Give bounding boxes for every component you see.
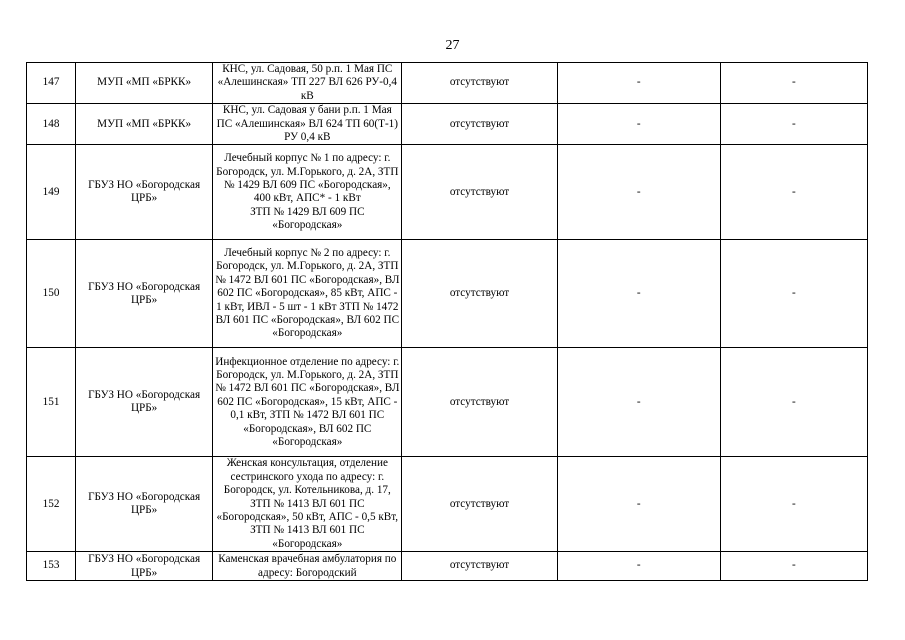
organization-cell: ГБУЗ НО «Богородская ЦРБ» — [76, 348, 213, 457]
table-row — [27, 104, 868, 145]
page-number: 27 — [445, 38, 460, 53]
column-6-cell: - — [720, 104, 867, 145]
table-row — [27, 457, 868, 552]
column-5-cell: - — [557, 552, 720, 581]
status-cell: отсутствуют — [402, 63, 557, 104]
row-number-cell: 147 — [27, 63, 76, 104]
column-6-cell: - — [720, 457, 867, 552]
status-cell: отсутствуют — [402, 145, 557, 240]
status-cell: отсутствуют — [402, 240, 557, 348]
column-5-cell: - — [557, 63, 720, 104]
object-description-cell — [213, 145, 402, 240]
object-description-cell: Инфекционное отделение по адресу: г. Богородск, ул. М.Горького, д. 2А, ЗТП № 1472 ВЛ 601 ПС «Богородская», ВЛ 602 ПС «Богородская», 15 кВт, АПС - 0,1 кВт, ЗТП № 1472 ВЛ 601 ПС «Богородская», ВЛ 602 ПС «Богородская» — [213, 348, 402, 457]
column-5-cell: - — [557, 104, 720, 145]
object-description-cell: КНС, ул. Садовая у бани р.п. 1 Мая ПС «Алешинская» ВЛ 624 ТП 60(Т-1) РУ 0,4 кВ — [213, 104, 402, 145]
status-cell: отсутствуют — [402, 348, 557, 457]
status-cell: отсутствуют — [402, 552, 557, 581]
column-6-cell: - — [720, 348, 867, 457]
column-5-cell: - — [557, 348, 720, 457]
table-row — [27, 240, 868, 348]
column-6-cell: - — [720, 552, 867, 581]
column-6-cell: - — [720, 145, 867, 240]
object-description-cell: Лечебный корпус № 2 по адресу: г. Богородск, ул. М.Горького, д. 2А, ЗТП № 1472 ВЛ 601 ПС «Богородская», ВЛ 602 ПС «Богородская», 85 кВт, АПС - 1 кВт, ИВЛ - 5 шт - 1 кВт ЗТП № 1472 ВЛ 601 ПС «Богородская», ВЛ 602 ПС «Богородская» — [213, 240, 402, 348]
object-description-cell: Каменская врачебная амбулатория по адресу: Богородский — [213, 552, 402, 581]
column-5-cell: - — [557, 457, 720, 552]
organization-cell: ГБУЗ НО «Богородская ЦРБ» — [76, 240, 213, 348]
row-number-cell: 150 — [27, 240, 76, 348]
consumer-table — [26, 62, 868, 581]
column-5-cell: - — [557, 145, 720, 240]
table-row — [27, 63, 868, 104]
row-number-cell: 149 — [27, 145, 76, 240]
table-row — [27, 552, 868, 581]
status-cell: отсутствуют — [402, 457, 557, 552]
table-row — [27, 348, 868, 457]
column-6-cell: - — [720, 63, 867, 104]
organization-cell: ГБУЗ НО «Богородская ЦРБ» — [76, 457, 213, 552]
object-description-cell: Женская консультация, отделение сестринского ухода по адресу: г. Богородск, ул. Котельникова, д. 17, ЗТП № 1413 ВЛ 601 ПС «Богородская», 50 кВт, АПС - 0,5 кВт, ЗТП № 1413 ВЛ 601 ПС «Богородская» — [213, 457, 402, 552]
object-description-cell: КНС, ул. Садовая, 50 р.п. 1 Мая ПС «Алешинская» ТП 227 ВЛ 626 РУ-0,4 кВ — [213, 63, 402, 104]
column-5-cell: - — [557, 240, 720, 348]
row-number-cell: 148 — [27, 104, 76, 145]
row-number-cell: 152 — [27, 457, 76, 552]
organization-cell: МУП «МП «БРКК» — [76, 104, 213, 145]
organization-cell: МУП «МП «БРКК» — [76, 63, 213, 104]
row-number-cell: 153 — [27, 552, 76, 581]
organization-cell: ГБУЗ НО «Богородская ЦРБ» — [76, 145, 213, 240]
row-number-cell: 151 — [27, 348, 76, 457]
status-cell: отсутствуют — [402, 104, 557, 145]
table-row — [27, 145, 868, 240]
object-description-text: Лечебный корпус № 1 по адресу: г. Богородск, ул. М.Горького, д. 2А, ЗТП № 1429 ВЛ 609 ПС «Богородская», 400 кВт, АПС* - 1 кВт ЗТП № 1429 ВЛ 609 ПС «Богородская» — [216, 152, 399, 232]
organization-cell: ГБУЗ НО «Богородская ЦРБ» — [76, 552, 213, 581]
column-6-cell: - — [720, 240, 867, 348]
